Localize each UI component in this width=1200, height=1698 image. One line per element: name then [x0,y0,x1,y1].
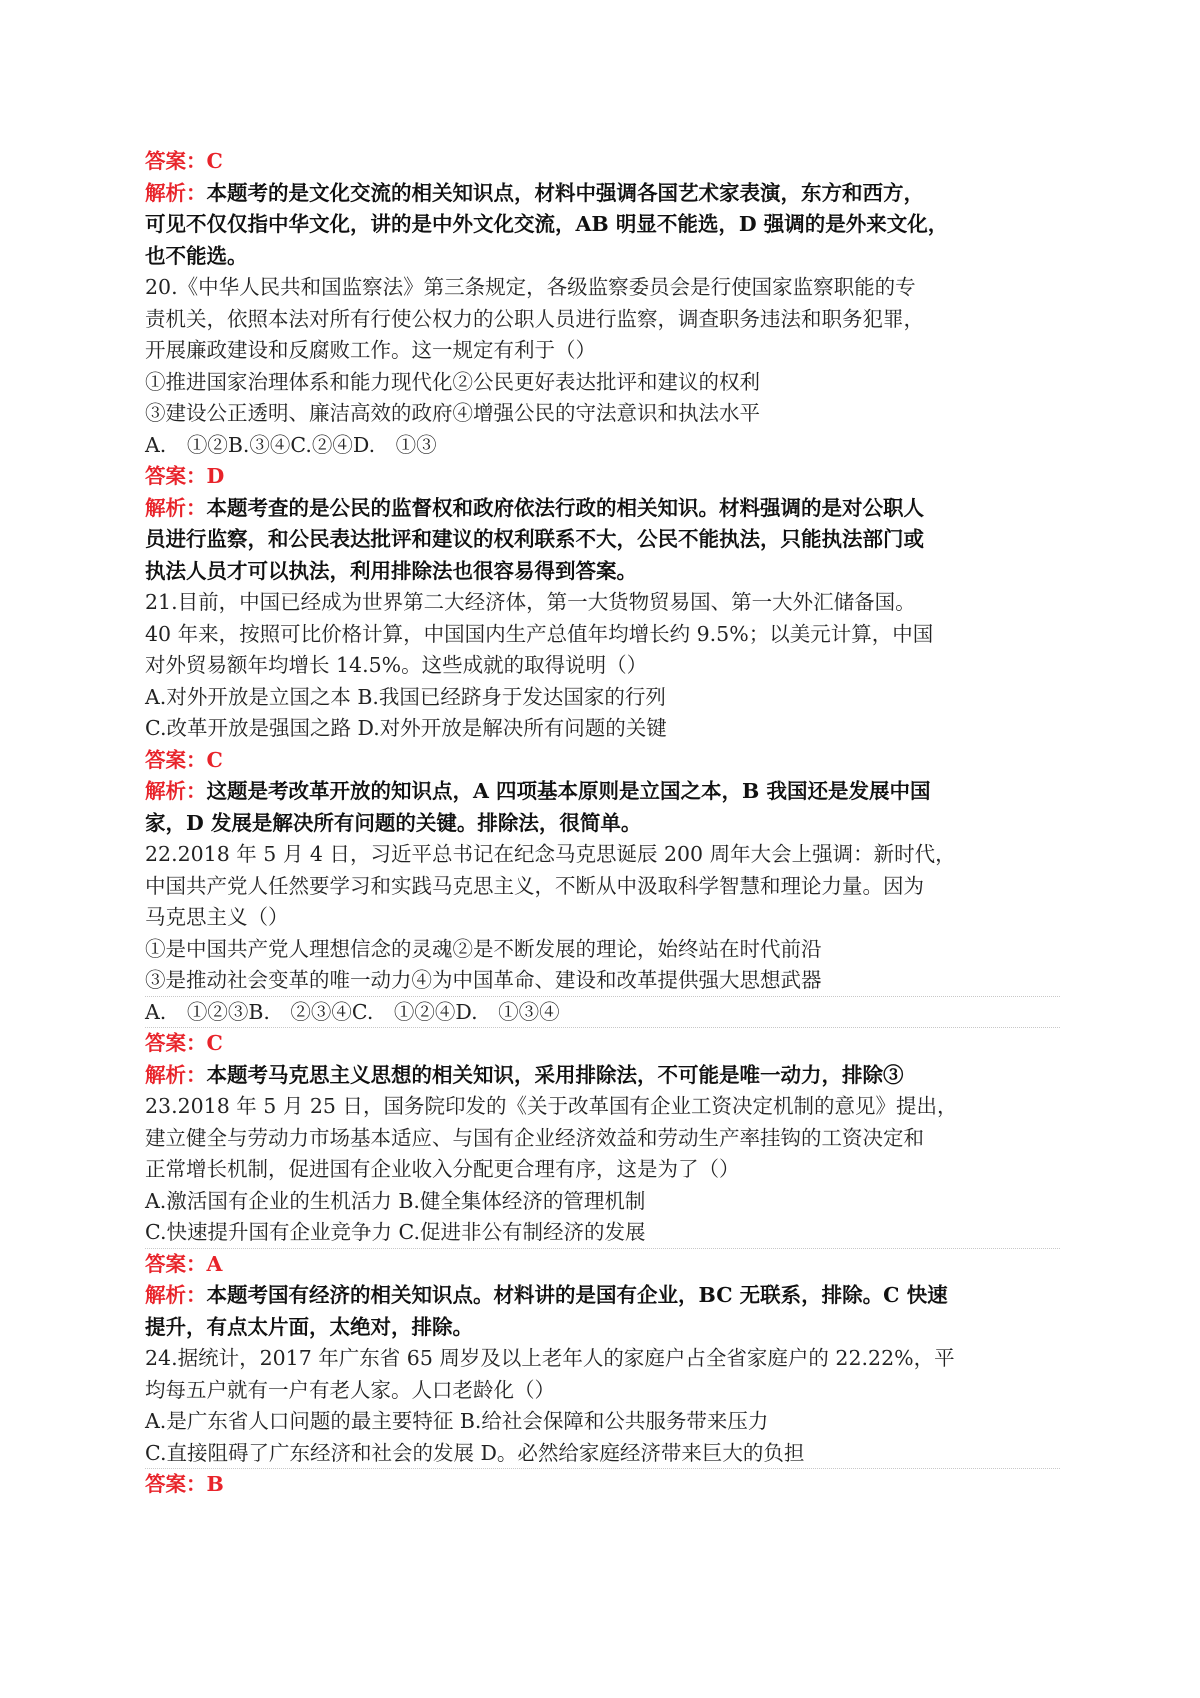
question-text: 21.目前，中国已经成为世界第二大经济体，第一大货物贸易国、第一大外汇储备国。 [145,590,916,614]
question-text: 正常增长机制，促进国有企业收入分配更合理有序，这是为了（） [145,1157,740,1181]
question-text: 对外贸易额年均增长 14.5%。这些成就的取得说明（） [145,653,648,677]
explanation-text: 本题考马克思主义思想的相关知识，采用排除法，不可能是唯一动力，排除③ [206,1062,904,1087]
question-text: 23.2018 年 5 月 25 日，国务院印发的《关于改革国有企业工资决定机制的意见》提出， [145,1094,958,1118]
explanation-label: 解析： [145,495,207,520]
explanation-text: 这题是考改革开放的知识点，A 四项基本原则是立国之本，B 我国还是发展中国 [206,779,931,803]
explanation-text: 员进行监察，和公民表达批评和建议的权利联系不大，公民不能执法，只能执法部门或 [145,527,924,551]
explanation-text: 家，D 发展是解决所有问题的关键。排除法，很简单。 [145,810,642,835]
question-line [145,1343,1060,1375]
question-text: ①是中国共产党人理想信念的灵魂②是不断发展的理论，始终站在时代前沿 [145,936,822,961]
explanation-text: 执法人员才可以执法，利用排除法也很容易得到答案。 [145,558,637,583]
question-text: C.改革开放是强国之路 D.对外开放是解决所有问题的关键 [145,716,667,740]
answer-line [145,745,1060,777]
question-line [145,965,1060,997]
explanation-text: 本题考国有经济的相关知识点。材料讲的是国有企业，BC 无联系，排除。C 快速 [206,1283,948,1307]
question-text: 马克思主义（） [145,905,289,929]
explanation-text: 本题考查的是公民的监督权和政府依法行政的相关知识。材料强调的是对公职人 [206,495,924,520]
question-line [145,871,1060,903]
question-line [145,1154,1060,1186]
answer-label: 答案： [145,1031,207,1055]
explanation-line [145,1280,1060,1312]
explanation-line [145,776,1060,808]
answer-value: B [206,1472,224,1496]
answer-label: 答案： [145,464,207,488]
question-line [145,902,1060,934]
answer-value: C [206,149,223,173]
explanation-line [145,209,1060,241]
question-line [145,997,1060,1029]
question-line [145,1091,1060,1123]
question-text: 22.2018 年 5 月 4 日，习近平总书记在纪念马克思诞辰 200 周年大会上强调：新时代， [145,842,956,866]
question-line [145,934,1060,966]
question-line [145,367,1060,399]
explanation-label: 解析： [145,779,207,803]
question-line [145,682,1060,714]
question-line [145,304,1060,336]
question-text: C.直接阻碍了广东经济和社会的发展 D。必然给家庭经济带来巨大的负担 [145,1440,805,1465]
question-text: A.对外开放是立国之本 B.我国已经跻身于发达国家的行列 [145,684,666,709]
explanation-line [145,241,1060,273]
question-text: 中国共产党人任然要学习和实践马克思主义，不断从中汲取科学智慧和理论力量。因为 [145,873,924,898]
answer-line [145,461,1060,493]
question-line [145,587,1060,619]
question-text: A.激活国有企业的生机活力 B.健全集体经济的管理机制 [145,1188,646,1213]
question-line [145,1438,1060,1470]
answer-line [145,1249,1060,1281]
explanation-label: 解析： [145,180,207,205]
question-text: 均每五户就有一户有老人家。人口老龄化（） [145,1377,555,1402]
question-text: A. ①②B.③④C.②④D. ①③ [145,432,437,457]
answer-value: D [206,464,225,488]
question-line [145,1406,1060,1438]
explanation-label: 解析： [145,1283,207,1307]
explanation-line [145,493,1060,525]
question-line [145,619,1060,651]
question-text: 24.据统计，2017 年广东省 65 周岁及以上老年人的家庭户占全省家庭户的 22.22%，平 [145,1346,955,1370]
question-line [145,1375,1060,1407]
question-line [145,650,1060,682]
explanation-line [145,1060,1060,1092]
document-body [145,146,1060,1501]
question-text: 20.《中华人民共和国监察法》第三条规定，各级监察委员会是行使国家监察职能的专 [145,275,916,299]
answer-label: 答案： [145,1472,207,1496]
answer-line [145,1028,1060,1060]
question-line [145,1186,1060,1218]
question-line [145,839,1060,871]
question-text: 建立健全与劳动力市场基本适应、与国有企业经济效益和劳动生产率挂钩的工资决定和 [145,1125,924,1150]
question-text: 40 年来，按照可比价格计算，中国国内生产总值年均增长约 9.5%；以美元计算，中国 [145,621,934,646]
question-line [145,398,1060,430]
question-text: C.快速提升国有企业竞争力 C.促进非公有制经济的发展 [145,1220,646,1244]
explanation-line [145,524,1060,556]
explanation-text: 提升，有点太片面，太绝对，排除。 [145,1314,473,1339]
explanation-line [145,556,1060,588]
answer-label: 答案： [145,149,207,173]
question-text: A.是广东省人口问题的最主要特征 B.给社会保障和公共服务带来压力 [145,1409,769,1433]
answer-line [145,146,1060,178]
answer-value: C [206,1031,223,1055]
question-line [145,1217,1060,1249]
question-line [145,335,1060,367]
question-text: 责机关，依照本法对所有行使公权力的公职人员进行监察，调查职务违法和职务犯罪， [145,306,924,331]
answer-value: A [206,1251,223,1276]
explanation-line [145,808,1060,840]
explanation-line [145,178,1060,210]
answer-value: C [206,747,223,772]
question-line [145,430,1060,462]
explanation-text: 本题考的是文化交流的相关知识点，材料中强调各国艺术家表演，东方和西方， [206,180,924,205]
question-line [145,272,1060,304]
explanation-line [145,1312,1060,1344]
question-text: A. ①②③B. ②③④C. ①②④D. ①③④ [145,999,560,1024]
question-text: ③是推动社会变革的唯一动力④为中国革命、建设和改革提供强大思想武器 [145,968,822,992]
explanation-text: 也不能选。 [145,243,248,268]
question-text: 开展廉政建设和反腐败工作。这一规定有利于（） [145,338,596,362]
question-line [145,713,1060,745]
answer-line [145,1469,1060,1501]
question-text: ③建设公正透明、廉洁高效的政府④增强公民的守法意识和执法水平 [145,401,760,425]
answer-label: 答案： [145,1251,207,1276]
question-line [145,1123,1060,1155]
question-text: ①推进国家治理体系和能力现代化②公民更好表达批评和建议的权利 [145,369,760,394]
explanation-label: 解析： [145,1062,207,1087]
explanation-text: 可见不仅仅指中华文化，讲的是中外文化交流，AB 明显不能选，D 强调的是外来文化， [145,212,949,236]
answer-label: 答案： [145,747,207,772]
